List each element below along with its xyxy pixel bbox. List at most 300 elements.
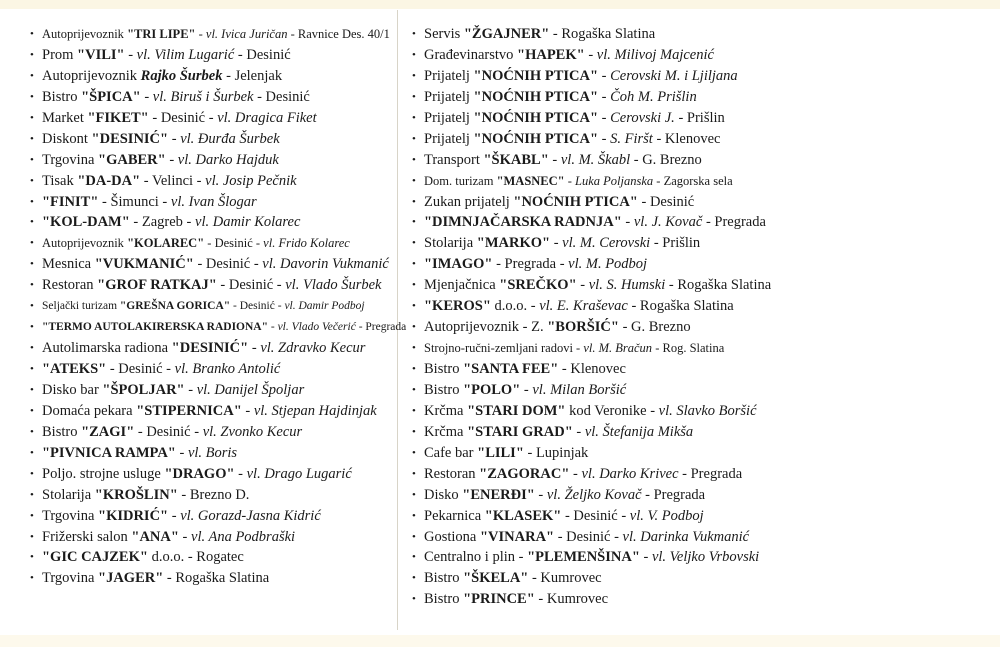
owner-name: vl. M. Podboj bbox=[568, 256, 648, 273]
business-name: "KIDRIĆ" bbox=[98, 507, 169, 524]
bullet-icon: • bbox=[412, 404, 416, 417]
bullet-icon: • bbox=[30, 321, 34, 334]
location-text: - bbox=[248, 340, 261, 357]
business-type: Autolimarska radiona bbox=[42, 340, 172, 357]
bullet-icon: • bbox=[30, 425, 34, 438]
business-type: Prijatelj bbox=[424, 130, 474, 147]
bullet-icon: • bbox=[30, 572, 34, 585]
business-type: Krčma bbox=[424, 423, 468, 440]
list-item bbox=[412, 87, 812, 108]
location-text: - bbox=[234, 465, 247, 482]
bullet-icon: • bbox=[30, 446, 34, 459]
owner-name: vl. Biruš i Šurbek bbox=[152, 88, 254, 105]
list-item bbox=[412, 171, 812, 192]
location-text: - bbox=[520, 381, 533, 398]
location-text: - bbox=[534, 486, 547, 503]
owner-name: vl. Slavko Boršić bbox=[658, 402, 757, 419]
bullet-icon: • bbox=[412, 279, 416, 292]
list-item bbox=[412, 192, 812, 213]
business-name: "NOĆNIH PTICA" bbox=[473, 109, 599, 126]
owner-name: vl. S. Humski bbox=[588, 277, 666, 294]
business-name: "BORŠIĆ" bbox=[547, 319, 619, 336]
location-text: - Rogaška Slatina bbox=[549, 26, 656, 42]
location-text: - bbox=[267, 321, 278, 334]
location-text: - Desinić - bbox=[134, 423, 203, 440]
owner-name: vl. M. Cerovski bbox=[562, 235, 651, 252]
location-text: - Desinić - bbox=[106, 361, 175, 377]
bullet-icon: • bbox=[412, 551, 416, 564]
bullet-icon: • bbox=[30, 111, 34, 124]
location-text: - Velinci - bbox=[140, 172, 206, 189]
list-item bbox=[30, 359, 390, 380]
bullet-icon: • bbox=[412, 383, 416, 396]
location-text: - bbox=[598, 109, 611, 126]
location-suffix: - Rogaška Slatina bbox=[665, 277, 772, 294]
business-type: Frižerski salon bbox=[42, 528, 132, 545]
bullet-icon: • bbox=[30, 195, 34, 208]
business-name: "PIVNICA RAMPA" bbox=[42, 444, 176, 461]
business-name: "DRAGO" bbox=[164, 465, 235, 482]
owner-name: vl. Vlado Večerić bbox=[277, 321, 356, 334]
business-type: Transport bbox=[424, 151, 484, 168]
bullet-icon: • bbox=[412, 90, 416, 103]
business-name: "NOĆNIH PTICA" bbox=[513, 193, 638, 210]
owner-name: vl. Davorin Vukmanić bbox=[262, 256, 389, 273]
owner-name: vl. Dragica Fiket bbox=[217, 109, 317, 126]
scan-edge-bottom bbox=[0, 635, 1000, 647]
business-type: Autoprijevoznik - Z. bbox=[424, 319, 548, 336]
list-item bbox=[30, 192, 390, 213]
bullet-icon: • bbox=[30, 216, 34, 229]
list-item bbox=[412, 254, 812, 275]
owner-name: S. Firšt bbox=[610, 130, 653, 147]
list-item bbox=[30, 254, 390, 275]
bullet-icon: • bbox=[30, 48, 34, 61]
business-type: Servis bbox=[424, 26, 464, 42]
location-text: - Klenovec bbox=[558, 361, 626, 377]
list-item bbox=[30, 464, 390, 485]
location-text: - bbox=[621, 214, 634, 231]
business-name: "MASNEC" bbox=[496, 173, 565, 188]
bullet-icon: • bbox=[412, 488, 416, 501]
bullet-icon: • bbox=[30, 467, 34, 480]
location-text: - Kumrovec bbox=[528, 570, 602, 587]
list-item bbox=[30, 212, 390, 233]
location-text: - bbox=[222, 67, 235, 84]
owner-name: vl. Branko Antolić bbox=[174, 361, 281, 377]
location-suffix: - Zagorska sela bbox=[653, 173, 733, 188]
business-type: Prijatelj bbox=[424, 88, 474, 105]
sponsor-list-left bbox=[30, 24, 407, 589]
list-item bbox=[412, 24, 812, 45]
location-text: - bbox=[168, 507, 181, 524]
owner-name: vl. Darko Hajduk bbox=[177, 151, 279, 168]
bullet-icon: • bbox=[412, 321, 416, 334]
business-type: Bistro bbox=[424, 361, 464, 377]
business-type: Domaća pekara bbox=[42, 402, 137, 419]
list-item bbox=[30, 317, 407, 338]
bullet-icon: • bbox=[30, 509, 34, 522]
business-type: Poljo. strojne usluge bbox=[42, 465, 165, 482]
owner-name: vl. Boris bbox=[187, 444, 238, 461]
business-type: Krčma bbox=[424, 402, 468, 419]
list-item bbox=[412, 338, 812, 359]
business-name: "ŠPICA" bbox=[81, 88, 141, 105]
business-name: "FIKET" bbox=[87, 109, 149, 126]
owner-name: vl. Darinka Vukmanić bbox=[622, 528, 750, 545]
location-text: - bbox=[598, 67, 611, 84]
business-type: Mjenjačnica bbox=[424, 277, 500, 294]
business-name: "ŠKELA" bbox=[463, 570, 529, 587]
business-type: Autoprijevoznik bbox=[42, 236, 128, 251]
list-item bbox=[412, 568, 812, 589]
list-item bbox=[412, 317, 812, 338]
business-name: "ANA" bbox=[131, 528, 179, 545]
bullet-icon: • bbox=[412, 446, 416, 459]
location-text: - Desinić - bbox=[554, 528, 623, 545]
bullet-icon: • bbox=[30, 28, 34, 40]
business-name: "POLO" bbox=[463, 381, 521, 398]
bullet-icon: • bbox=[30, 69, 34, 82]
business-type: Bistro bbox=[42, 88, 82, 105]
owner-name: vl. Stjepan Hajdinjak bbox=[253, 402, 377, 419]
business-name: "KOL-DAM" bbox=[42, 214, 130, 231]
owner-name: vl. Danijel Špoljar bbox=[196, 381, 305, 398]
business-type: Seljački turizam bbox=[42, 300, 120, 313]
business-name: "GREŠNA GORICA" bbox=[119, 300, 231, 313]
business-name: "FINIT" bbox=[42, 193, 99, 210]
location-suffix: - Rogaška Slatina bbox=[627, 298, 734, 315]
list-item bbox=[412, 547, 812, 568]
location-text: - Desinić bbox=[637, 193, 695, 210]
business-name: "GIC CAJZEK" bbox=[42, 549, 148, 566]
bullet-icon: • bbox=[412, 216, 416, 229]
bullet-icon: • bbox=[30, 90, 34, 103]
location-text: - Desinić - bbox=[216, 277, 286, 294]
list-item bbox=[412, 233, 812, 254]
location-suffix: Jelenjak bbox=[234, 67, 283, 84]
bullet-icon: • bbox=[30, 153, 34, 166]
list-item bbox=[30, 129, 390, 150]
bullet-icon: • bbox=[412, 237, 416, 250]
location-text: d.o.o. - bbox=[490, 298, 540, 315]
business-name: "ZAGORAC" bbox=[479, 465, 570, 482]
location-suffix: - Ravnice Des. 40/1 bbox=[287, 27, 390, 41]
location-text: - bbox=[639, 549, 652, 566]
list-item bbox=[412, 443, 812, 464]
business-type: Zukan prijatelj bbox=[424, 193, 514, 210]
list-item bbox=[412, 589, 812, 610]
bullet-icon: • bbox=[412, 195, 416, 208]
business-type: Trgovina bbox=[42, 570, 99, 587]
business-type: Market bbox=[42, 109, 88, 126]
list-item bbox=[30, 568, 390, 589]
list-item bbox=[30, 485, 390, 506]
business-name: "ENERĐI" bbox=[462, 486, 535, 503]
location-text: - bbox=[241, 402, 254, 419]
business-name: "PRINCE" bbox=[463, 591, 535, 608]
business-name: "VILI" bbox=[77, 46, 125, 63]
sponsor-list-right bbox=[412, 24, 812, 610]
owner-name: vl. Vilim Lugarić bbox=[136, 46, 235, 63]
list-item bbox=[412, 296, 812, 317]
location-text: - Desinić - bbox=[193, 256, 263, 273]
list-item bbox=[30, 87, 390, 108]
business-type: Bistro bbox=[424, 570, 464, 587]
location-text: - bbox=[175, 444, 188, 461]
owner-name: vl. Milivoj Majcenić bbox=[596, 46, 714, 63]
business-type: Centralno i plin - bbox=[424, 549, 528, 566]
list-item bbox=[30, 66, 390, 87]
list-item bbox=[412, 380, 812, 401]
business-name: "ZAGI" bbox=[81, 423, 135, 440]
list-item bbox=[412, 527, 812, 548]
location-text: - bbox=[576, 277, 589, 294]
business-name: "DA-DA" bbox=[77, 172, 141, 189]
business-name: "MARKO" bbox=[476, 235, 551, 252]
bullet-icon: • bbox=[30, 342, 34, 355]
bullet-icon: • bbox=[412, 300, 416, 313]
business-name: "TRI LIPE" bbox=[127, 27, 196, 41]
location-text: - Brezno D. bbox=[177, 486, 250, 503]
bullet-icon: • bbox=[412, 572, 416, 585]
owner-name: vl. Đurđa Šurbek bbox=[180, 130, 280, 147]
location-text: - bbox=[598, 130, 611, 147]
list-item bbox=[30, 233, 390, 254]
owner-name: vl. Ana Podbraški bbox=[191, 528, 296, 545]
list-item bbox=[30, 547, 390, 568]
bullet-icon: • bbox=[30, 174, 34, 187]
business-name: "KEROS" bbox=[424, 298, 491, 315]
location-text: - bbox=[165, 151, 178, 168]
bullet-icon: • bbox=[412, 425, 416, 438]
list-item bbox=[412, 66, 812, 87]
list-item bbox=[412, 422, 812, 443]
location-suffix: - Klenovec bbox=[652, 130, 721, 147]
owner-name: vl. Frido Kolarec bbox=[263, 236, 350, 251]
business-name: "KROŠLIN" bbox=[94, 486, 178, 503]
list-item bbox=[30, 108, 390, 129]
bullet-icon: • bbox=[30, 258, 34, 271]
business-name: "IMAGO" bbox=[424, 256, 493, 273]
business-type: Bistro bbox=[42, 423, 82, 440]
business-name: "STARI DOM" bbox=[467, 402, 566, 419]
bullet-icon: • bbox=[412, 363, 416, 375]
owner-name: vl. Zdravko Kecur bbox=[260, 340, 366, 357]
list-item bbox=[412, 129, 812, 150]
bullet-icon: • bbox=[30, 132, 34, 145]
location-suffix: - G. Brezno bbox=[630, 151, 702, 168]
business-type: Dom. turizam bbox=[424, 173, 497, 188]
location-text: - Desinić - bbox=[561, 507, 630, 524]
bullet-icon: • bbox=[412, 111, 416, 124]
list-item bbox=[30, 296, 390, 317]
bullet-icon: • bbox=[30, 279, 34, 292]
business-name: "STIPERNICA" bbox=[136, 402, 242, 419]
location-suffix: - Pregrada bbox=[641, 486, 706, 503]
bullet-icon: • bbox=[30, 237, 34, 250]
list-item bbox=[412, 275, 812, 296]
list-item bbox=[412, 506, 812, 527]
business-type: Stolarija bbox=[424, 235, 477, 252]
location-text: - Desinić - bbox=[230, 300, 285, 313]
location-text: - bbox=[572, 423, 585, 440]
owner-name: vl. Damir Podboj bbox=[284, 300, 365, 313]
location-suffix: - Pregrada bbox=[702, 214, 766, 231]
location-text: - bbox=[168, 130, 181, 147]
bullet-icon: • bbox=[30, 300, 34, 313]
owner-name: vl. M. Škabl bbox=[560, 151, 631, 168]
owner-name: vl. Milan Boršić bbox=[532, 381, 627, 398]
location-text: - Pregrada - bbox=[492, 256, 569, 273]
location-text: - Lupinjak bbox=[523, 444, 589, 461]
business-name: "PLEMENŠINA" bbox=[527, 549, 640, 566]
location-text: - bbox=[564, 173, 576, 188]
business-type: Gostiona bbox=[424, 528, 480, 545]
owner-name: vl. Veljko Vrbovski bbox=[651, 549, 760, 566]
owner-name: vl. Josip Pečnik bbox=[205, 172, 297, 189]
location-text: - Rogaška Slatina bbox=[163, 570, 270, 587]
business-name: "ŽGAJNER" bbox=[463, 26, 550, 42]
list-item bbox=[412, 212, 812, 233]
business-name: "VUKMANIĆ" bbox=[94, 256, 194, 273]
owner-name: vl. J. Kovač bbox=[633, 214, 703, 231]
list-item bbox=[30, 338, 390, 359]
list-item bbox=[30, 24, 390, 45]
bullet-icon: • bbox=[412, 48, 416, 61]
owner-name: Luka Poljanska bbox=[575, 173, 654, 188]
business-name: "JAGER" bbox=[98, 570, 164, 587]
location-suffix: - Pregrada bbox=[678, 465, 743, 482]
owner-name: vl. Vlado Šurbek bbox=[285, 277, 382, 294]
business-name: "DIMNJAČARSKA RADNJA" bbox=[424, 214, 622, 231]
business-name: "DESINIĆ" bbox=[171, 340, 249, 357]
bullet-icon: • bbox=[412, 69, 416, 82]
list-item bbox=[412, 464, 812, 485]
location-text: - bbox=[124, 46, 137, 63]
scan-edge-top bbox=[0, 0, 1000, 9]
business-name: "GROF RATKAJ" bbox=[97, 277, 217, 294]
owner-name: vl. Darko Krivec bbox=[581, 465, 679, 482]
list-item bbox=[412, 45, 812, 66]
location-text: - Šimunci - bbox=[98, 193, 171, 210]
business-type: Prijatelj bbox=[424, 67, 474, 84]
business-name: "ŠPOLJAR" bbox=[102, 381, 185, 398]
location-suffix: - Desinić bbox=[234, 46, 291, 63]
list-item bbox=[412, 401, 812, 422]
list-item bbox=[30, 150, 390, 171]
business-name: "KLASEK" bbox=[484, 507, 562, 524]
business-name: "ŠKABL" bbox=[483, 151, 549, 168]
bullet-icon: • bbox=[412, 28, 416, 40]
business-name: "DESINIĆ" bbox=[91, 130, 169, 147]
business-type: Autoprijevoznik bbox=[42, 67, 141, 84]
owner-name: vl. Ivan Šlogar bbox=[170, 193, 257, 210]
business-type: Bistro bbox=[424, 591, 464, 608]
bullet-icon: • bbox=[412, 258, 416, 271]
owner-name: Cerovski J. bbox=[610, 109, 675, 126]
business-type: Trgovina bbox=[42, 507, 99, 524]
location-text: - bbox=[548, 151, 561, 168]
location-text: - bbox=[598, 88, 611, 105]
business-type: Stolarija bbox=[42, 486, 95, 503]
list-item bbox=[30, 401, 390, 422]
location-text: - bbox=[184, 381, 197, 398]
business-name: Rajko Šurbek bbox=[140, 67, 223, 84]
location-suffix: - Pregrada bbox=[355, 321, 407, 334]
business-name: "SANTA FEE" bbox=[463, 361, 559, 377]
list-item bbox=[412, 485, 812, 506]
business-name: "KOLAREC" bbox=[127, 236, 205, 251]
business-name: "SREČKO" bbox=[499, 277, 577, 294]
location-text: - bbox=[195, 27, 206, 41]
business-name: "NOĆNIH PTICA" bbox=[473, 130, 599, 147]
business-type: Strojno-ručni-zemljani radovi - bbox=[424, 341, 584, 356]
list-item bbox=[30, 171, 390, 192]
owner-name: vl. Ivica Juričan bbox=[205, 27, 288, 41]
bullet-icon: • bbox=[30, 383, 34, 396]
location-text: - bbox=[584, 46, 597, 63]
owner-name: vl. Željko Kovač bbox=[546, 486, 642, 503]
business-type: Disko bar bbox=[42, 381, 103, 398]
list-item bbox=[30, 506, 390, 527]
location-suffix: - Prišlin bbox=[650, 235, 701, 252]
owner-name: vl. Gorazd-Jasna Kidrić bbox=[180, 507, 321, 524]
list-item bbox=[412, 108, 812, 129]
owner-name: vl. V. Podboj bbox=[629, 507, 704, 524]
business-type: Prom bbox=[42, 46, 78, 63]
business-name: "NOĆNIH PTICA" bbox=[473, 67, 599, 84]
business-name: "HAPEK" bbox=[517, 46, 585, 63]
bullet-icon: • bbox=[412, 530, 416, 543]
location-text: - bbox=[178, 528, 192, 545]
business-type: Tisak bbox=[42, 172, 78, 189]
business-type: Cafe bar bbox=[424, 444, 478, 461]
owner-name: vl. Štefanija Mikša bbox=[584, 423, 694, 440]
list-item bbox=[30, 422, 390, 443]
location-text: - bbox=[550, 235, 563, 252]
location-suffix: - Rog. Slatina bbox=[652, 341, 725, 356]
business-type: Građevinarstvo bbox=[424, 46, 518, 63]
location-suffix: - Desinić bbox=[253, 88, 310, 105]
business-name: "TERMO AUTOLAKIRERSKA RADIONA" bbox=[42, 321, 268, 334]
bullet-icon: • bbox=[412, 467, 416, 480]
list-item bbox=[30, 443, 390, 464]
bullet-icon: • bbox=[412, 342, 416, 355]
business-type: Mesnica bbox=[42, 256, 95, 273]
business-name: "NOĆNIH PTICA" bbox=[473, 88, 599, 105]
business-type: Disko bbox=[424, 486, 463, 503]
owner-name: Čoh M. Prišlin bbox=[610, 88, 697, 105]
bullet-icon: • bbox=[412, 593, 416, 606]
business-name: "LILI" bbox=[477, 444, 524, 461]
location-text: - bbox=[140, 88, 153, 105]
location-suffix: - Prišlin bbox=[674, 109, 725, 126]
bullet-icon: • bbox=[412, 153, 416, 166]
location-text: - Desinić - bbox=[148, 109, 218, 126]
business-type: Trgovina bbox=[42, 151, 99, 168]
business-name: "STARI GRAD" bbox=[467, 423, 573, 440]
bullet-icon: • bbox=[30, 404, 34, 417]
business-type: Restoran bbox=[42, 277, 98, 294]
bullet-icon: • bbox=[30, 488, 34, 501]
owner-name: vl. Zvonko Kecur bbox=[202, 423, 303, 440]
bullet-icon: • bbox=[412, 509, 416, 522]
owner-name: vl. Drago Lugarić bbox=[246, 465, 352, 482]
owner-name: vl. Damir Kolarec bbox=[195, 214, 301, 231]
location-text: - Desinić - bbox=[204, 236, 264, 251]
business-type: Autoprijevoznik bbox=[42, 27, 128, 41]
